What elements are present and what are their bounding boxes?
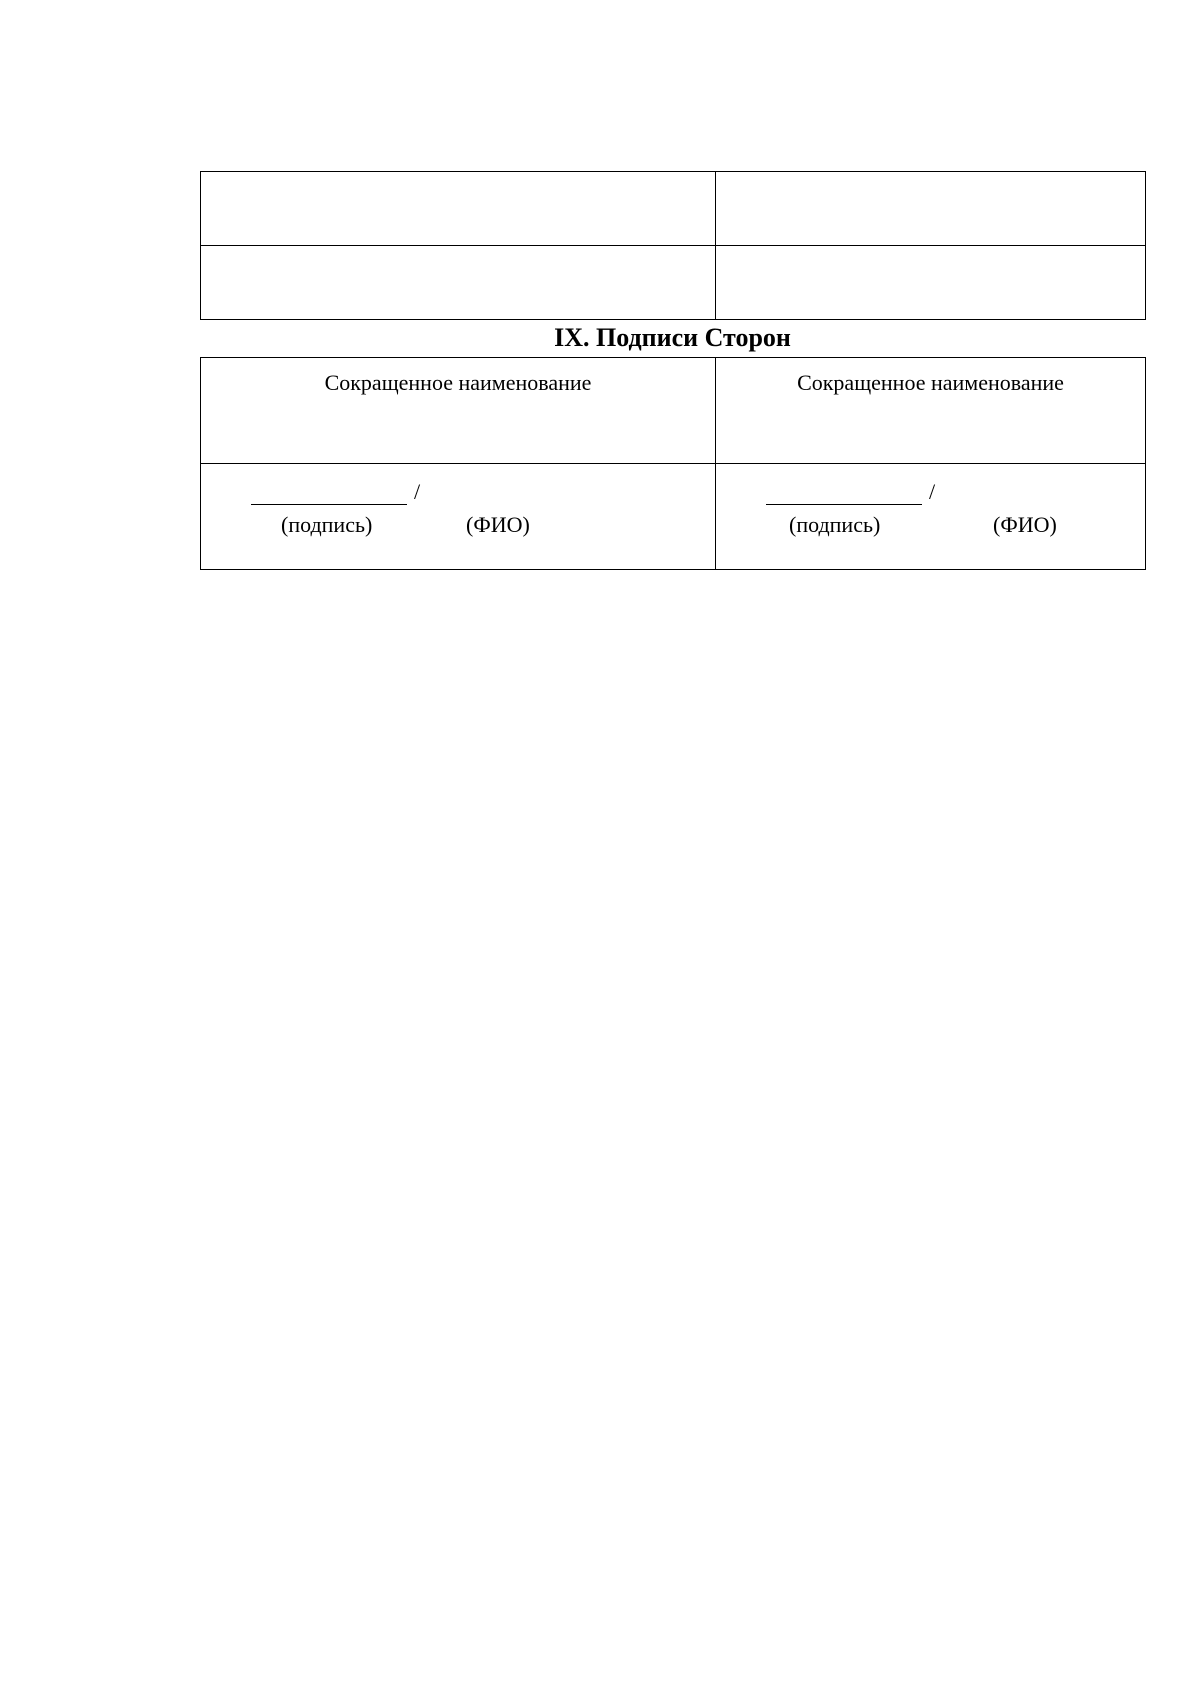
- party-2-fio-caption: (ФИО): [993, 512, 1057, 537]
- party-1-name-cell: [201, 358, 716, 464]
- party-name-row: [201, 358, 1146, 464]
- party-2-slash: /: [929, 479, 936, 504]
- table-cell-empty: [201, 246, 716, 320]
- party-1-name-label: Сокращенное наименование: [324, 370, 592, 395]
- previous-section-table: [200, 171, 1146, 320]
- party-1-signature-cell: [201, 464, 716, 570]
- party-2-name-cell: [716, 358, 1146, 464]
- party-1-slash: /: [414, 479, 421, 504]
- signatures-table: [200, 357, 1146, 570]
- table-cell-empty: [716, 246, 1146, 320]
- party-2-name-label: Сокращенное наименование: [797, 370, 1064, 395]
- table-row: [201, 172, 1146, 246]
- section-title: IX. Подписи Сторон: [554, 323, 791, 352]
- party-1-signature-caption: (подпись): [281, 512, 373, 537]
- party-2-signature-cell: [716, 464, 1146, 570]
- party-1-fio-caption: (ФИО): [466, 512, 530, 537]
- table-cell-empty: [716, 172, 1146, 246]
- table-cell-empty: [201, 172, 716, 246]
- table-row: [201, 246, 1146, 320]
- party-2-signature-line: [766, 504, 922, 505]
- party-2-signature-caption: (подпись): [789, 512, 881, 537]
- signature-row: [201, 464, 1146, 570]
- party-1-signature-line: [251, 504, 407, 505]
